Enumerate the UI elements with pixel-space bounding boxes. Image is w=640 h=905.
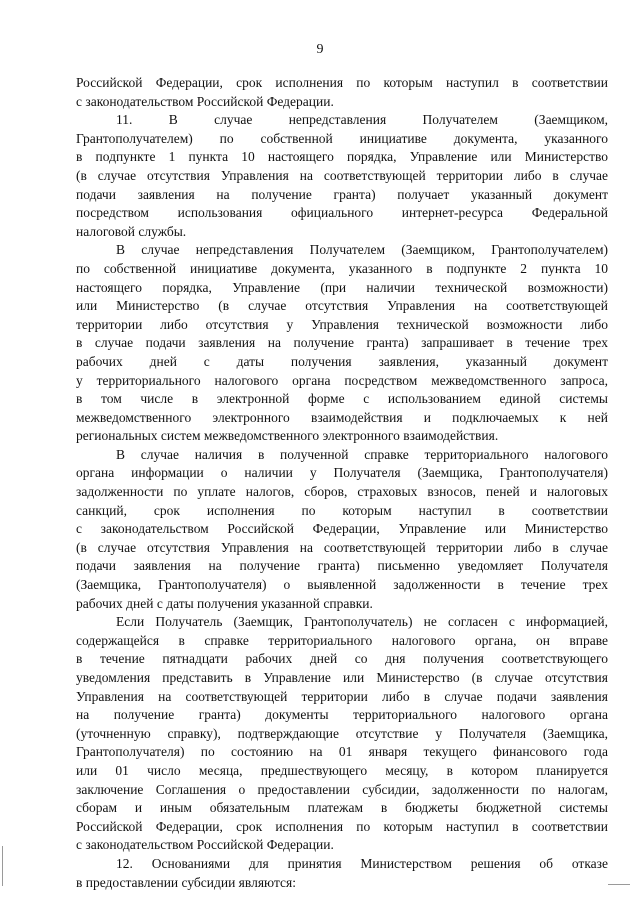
text-line: (в случае отсутствия Управления на соответствующей территории либо в случае [76, 167, 608, 183]
text-line: подачи заявления на получение гранта) получает указанный документ [76, 186, 608, 202]
text-line: рабочих дней с даты получения указанной справки. [76, 595, 373, 611]
text-line: или Министерство (в случае отсутствия Управления на соответствующей [76, 298, 608, 314]
text-line: Управления на соответствующей территории либо в случае подачи заявления [76, 688, 608, 704]
text-line: санкций, срок исполнения по которым наступил в соответствии [76, 502, 608, 518]
text-line: Грантополучателем) по собственной инициативе документа, указанного [76, 130, 608, 146]
text-line: у территориального налогового органа посредством межведомственного запроса, [76, 372, 608, 388]
scan-edge-mark [608, 884, 630, 885]
text-line: в течение пятнадцати рабочих дней со дня получения соответствующего [76, 651, 608, 667]
text-line: (уточненную справку), подтверждающие отсутствие у Получателя (Заемщика, [76, 725, 608, 741]
text-line: в предоставлении субсидии являются: [76, 874, 296, 890]
text-line: 11. В случае непредставления Получателем (Заемщиком, [116, 112, 608, 128]
text-line: Российской Федерации, срок исполнения по которым наступил в соответствии [76, 75, 608, 90]
text-line: межведомственного электронного взаимодействия и подключаемых к ней [76, 409, 608, 425]
text-line: (Заемщика, Грантополучателя) о выявленной задолженности в течение трех [76, 577, 608, 593]
text-line: уведомления представить в Управление или Министерство (в случае отсутствия [76, 670, 608, 685]
text-line: в случае подачи заявления на получение гранта) запрашивает в течение трех [76, 335, 608, 351]
text-line: Российской Федерации, срок исполнения по которым наступил в соответствии [76, 818, 608, 834]
text-line: сборам и иным обязательным платежам в бюджеты бюджетной системы [76, 800, 608, 816]
text-line: региональных систем межведомственного электронного взаимодействия. [76, 428, 499, 444]
text-line: Если Получатель (Заемщик, Грантополучатель) не согласен с информацией, [116, 614, 608, 630]
page-number: 9 [316, 42, 324, 57]
text-line: 12. Основаниями для принятия Министерством решения об отказе [116, 855, 608, 871]
text-line: настоящего порядка, Управление (при наличии технической возможности) [76, 279, 608, 295]
text-line: территории либо отсутствия у Управления технической возможности либо [76, 316, 608, 332]
text-line: по собственной инициативе документа, указанного в подпункте 2 пункта 10 [76, 260, 608, 276]
text-line: содержащейся в справке территориального налогового органа, он вправе [76, 632, 608, 648]
text-line: рабочих дней с даты получения заявления, указанный документ [76, 353, 608, 369]
text-line: на получение гранта) документы территориального налогового органа [76, 707, 608, 723]
body-text [76, 74, 608, 892]
text-line: В случае наличия в полученной справке территориального налогового [116, 446, 608, 462]
text-line: или 01 число месяца, предшествующего месяцу, в котором планируется [76, 762, 608, 778]
text-line: в подпункте 1 пункта 10 настоящего порядка, Управление или Министерство [76, 149, 608, 165]
text-line: Грантополучателя) по состоянию на 01 января текущего финансового года [76, 744, 608, 760]
text-line: в том числе в электронной форме с использованием единой системы [76, 391, 608, 407]
text-line: органа информации о наличии у Получателя (Заемщика, Грантополучателя) [76, 465, 608, 481]
text-line: заключение Соглашения о предоставлении субсидии, задолженности по налогам, [76, 781, 608, 797]
text-line: посредством использования официального интернет-ресурса Федеральной [76, 205, 608, 221]
text-line: с законодательством Российской Федерации, Управление или Министерство [76, 521, 608, 537]
text-line: подачи заявления на получение гранта) письменно уведомляет Получателя [76, 558, 608, 574]
scan-edge-mark [2, 846, 3, 886]
text-line: задолженности по уплате налогов, сборов, страховых взносов, пеней и налоговых [76, 484, 608, 500]
text-line: (в случае отсутствия Управления на соответствующей территории либо в случае [76, 539, 608, 555]
text-line: с законодательством Российской Федерации. [76, 93, 334, 109]
text-line: В случае непредставления Получателем (Заемщиком, Грантополучателем) [116, 242, 608, 258]
text-line: с законодательством Российской Федерации. [76, 837, 334, 853]
text-line: налоговой службы. [76, 223, 187, 239]
